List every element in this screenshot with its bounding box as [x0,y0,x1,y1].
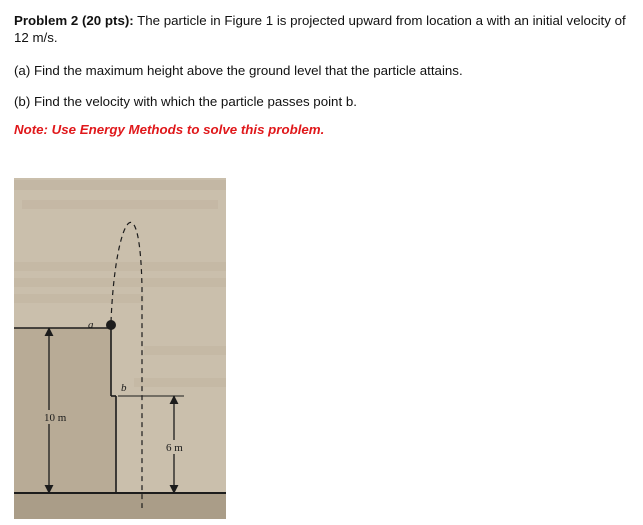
note-text: Note: Use Energy Methods to solve this problem. [14,122,325,137]
part-b-question: (b) Find the velocity with which the particle passes point b. [14,94,357,109]
figure-1-image [14,178,226,519]
part-a-question: (a) Find the maximum height above the ground level that the particle attains. [14,63,463,78]
point-b-label: b [121,382,127,394]
problem-heading-line [14,12,634,46]
dim-right-label: 6 m [166,442,183,454]
step-wall [106,396,116,493]
problem-title: Problem 2 (20 pts): [14,13,134,28]
dim-left-label: 10 m [44,412,67,424]
point-a-label: a [88,319,94,331]
problem-statement: The particle in Figure 1 is projected upward from location a with an initial velocity of 12 m/s. [14,13,626,45]
ground [14,493,226,519]
